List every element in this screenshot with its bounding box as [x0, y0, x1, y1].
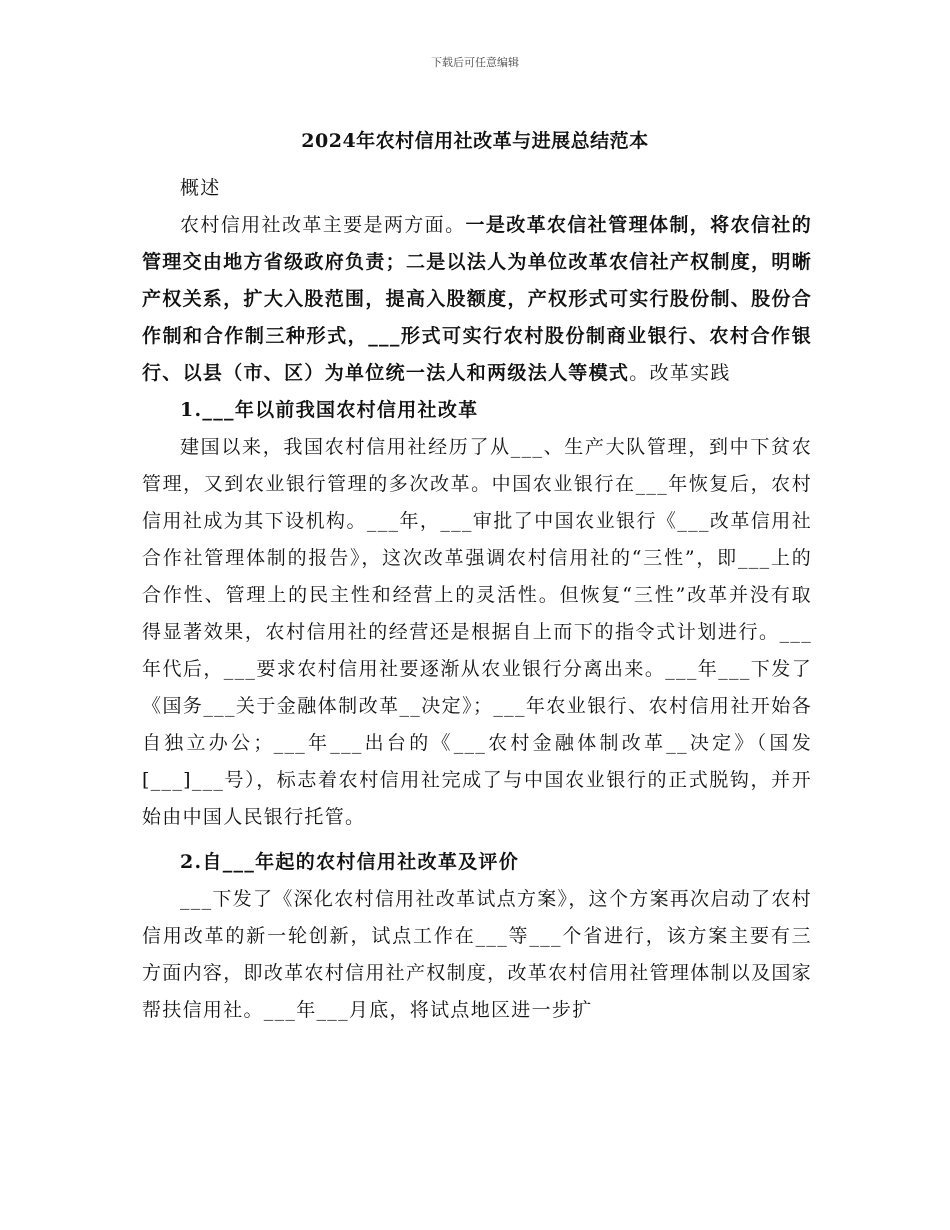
intro-tail: 。改革实践	[629, 362, 731, 384]
overview-label: 概述	[180, 177, 221, 199]
section2-body: ___下发了《深化农村信用社改革试点方案》，这个方案再次启动了农村信用改革的新一轮创新，试点工作在___等___个省进行，该方案主要有三方面内容，即改革农村信用社产权制度，改革农村信用社管理体制以及国家帮扶信用社。___年___月底，将试点地区进一步扩	[142, 888, 812, 1021]
section-gap	[142, 836, 812, 844]
intro-paragraph	[142, 207, 812, 392]
section1-heading: 1.___年以前我国农村信用社改革	[180, 399, 479, 421]
section1-body: 建国以来，我国农村信用社经历了从___、生产大队管理，到中下贫农管理，又到农业银行管理的多次改革。中国农业银行在___年恢复后，农村信用社成为其下设机构。___年，___审批了中国农业银行《___改革信用社合作社管理体制的报告》，这次改革强调农村信用社的“三性”，即___上的合作性、管理上的民主性和经营上的灵活性。但恢复“三性”改革并没有取得显著效果，农村信用社的经营还是根据自上而下的指令式计划进行。___年代后，___要求农村信用社要逐渐从农业银行分离出来。___年___下发了《国务___关于金融体制改革__决定》；___年农业银行、农村信用社开始各自独立办公；___年___出台的《___农村金融体制改革__决定》（国发[___]___号），标志着农村信用社完成了与中国农业银行的正式脱钩，并开始由中国人民银行托管。	[142, 436, 812, 828]
section2-heading: 2.自___年起的农村信用社改革及评价	[180, 851, 520, 873]
document-body	[142, 170, 812, 1029]
intro-bold: 一是改革农信社管理体制，将农信社的管理交由地方省级政府负责；二是以法人为单位改革农信社产权制度，明晰产权关系，扩大入股范围，提高入股额度，产权形式可实行股份制、股份合作制和合作制三种形式，___形式可实行农村股份制商业银行、农村合作银行、以县（市、区）为单位统一法人和两级法人等模式	[142, 214, 813, 384]
header-note: 下载后可任意编辑	[431, 56, 519, 69]
intro-lead: 农村信用社改革主要是两方面。	[180, 214, 466, 236]
document-title: 2024年农村信用社改革与进展总结范本	[301, 130, 649, 152]
